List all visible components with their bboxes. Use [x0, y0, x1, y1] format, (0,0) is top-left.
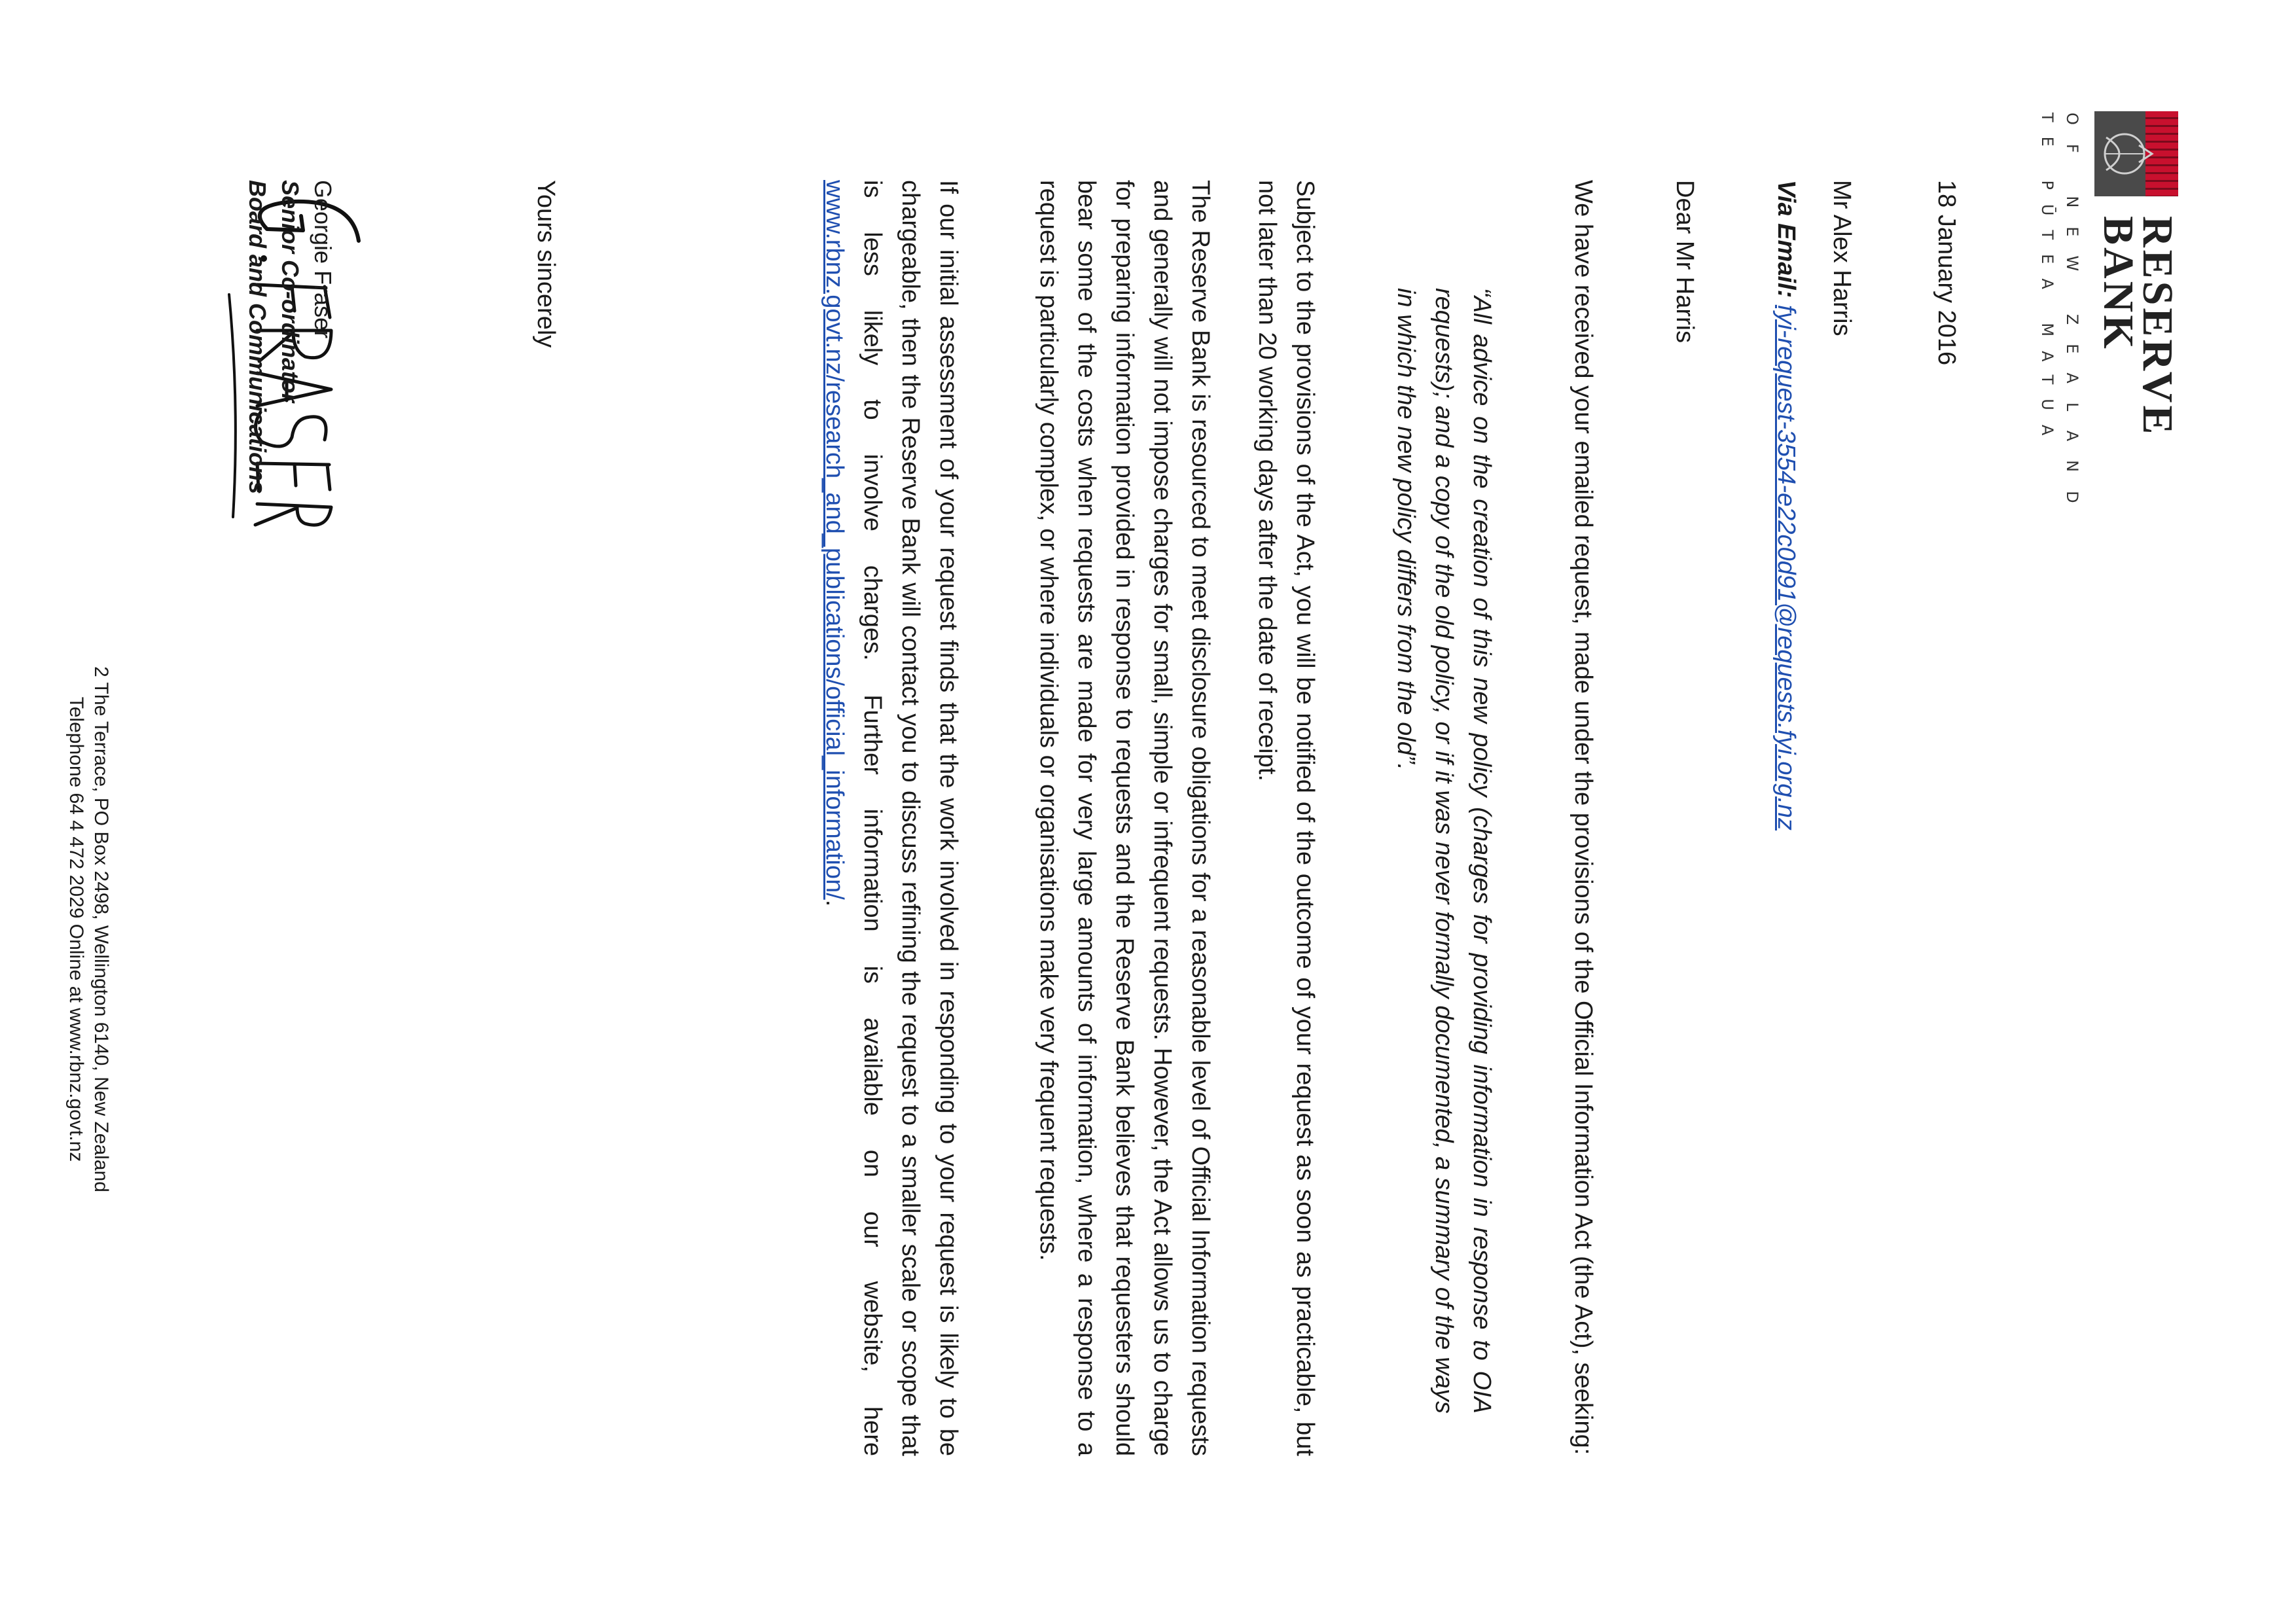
recipient-name: Mr Alex Harris	[1828, 180, 1856, 336]
via-email-label: Via Email:	[1772, 180, 1800, 298]
bank-name: RESERVE BANK	[2094, 216, 2181, 437]
reserve-bank-logo	[2008, 111, 2181, 522]
salutation: Dear Mr Harris	[1671, 180, 1698, 344]
charges-paragraph: The Reserve Bank is resourced to meet disclosure obligations for a reasonable level of Official Information requests and generally will not impose charges for small, simple or infrequent requests. However, the Act allows us to charge for preparing information provided in response to requests and the Reserve Bank believes that requesters should bear some of the costs when requests are made for very large amounts of information, where a response to a request is particularly complex, or where individuals or organisations make very frequent requests.	[1035, 180, 1214, 1456]
intro-paragraph: We have received your emailed request, made under the provisions of the Official Information Act (the Act), seeking:	[1570, 180, 1597, 1455]
maori-subtitle: TE PŪTEA MATUA	[2038, 113, 2056, 450]
footer-address: 2 The Terrace, PO Box 2498, Wellington 6140, New Zealand	[90, 666, 112, 1192]
closing: Yours sincerely	[532, 180, 560, 348]
assessment-text: If our initial assessment of your request finds that the work involved in responding to your request is likely to be chargeable, then the Reserve Bank will contact you to discuss refining the request to a smaller scale or scope that is less likely to involve charges. Further information is available on our website, here	[859, 180, 962, 1456]
signatory-name: Georgie Fraser	[310, 180, 336, 339]
recipient-email-link[interactable]: fyi-request-3554-e22c0d91@requests.fyi.org.nz	[1772, 304, 1800, 831]
signatory-block	[241, 180, 339, 638]
assessment-paragraph	[816, 180, 967, 1456]
request-quote: “All advice on the creation of this new policy (charges for providing information in response to OIA requests); and a copy of the old policy, or if it was never formally documented, a summary of the ways in which the new policy differs from the old”.	[1392, 288, 1496, 1414]
signatory-title: Senior Co-ordinator	[277, 180, 304, 402]
timing-paragraph: Subject to the provisions of the Act, you will be notified of the outcome of your request as soon as practicable, but not later than 20 working days after the date of receipt.	[1253, 180, 1319, 1456]
assessment-end: .	[821, 899, 848, 907]
official-information-link[interactable]: www.rbnz.govt.nz/research_and_publications/official_information/	[821, 180, 848, 900]
letter-date: 18 January 2016	[1933, 180, 1960, 366]
signatory-department: Board and Communications	[244, 180, 271, 495]
crest-emblem	[2094, 111, 2178, 196]
recipient-email-line	[1767, 180, 1805, 1456]
letterhead-footer	[63, 504, 113, 1355]
footer-contact: Telephone 64 4 472 2029 Online at www.rbnz.govt.nz	[65, 696, 87, 1162]
bank-subtitle: OF NEW ZEALAND	[2063, 113, 2081, 522]
